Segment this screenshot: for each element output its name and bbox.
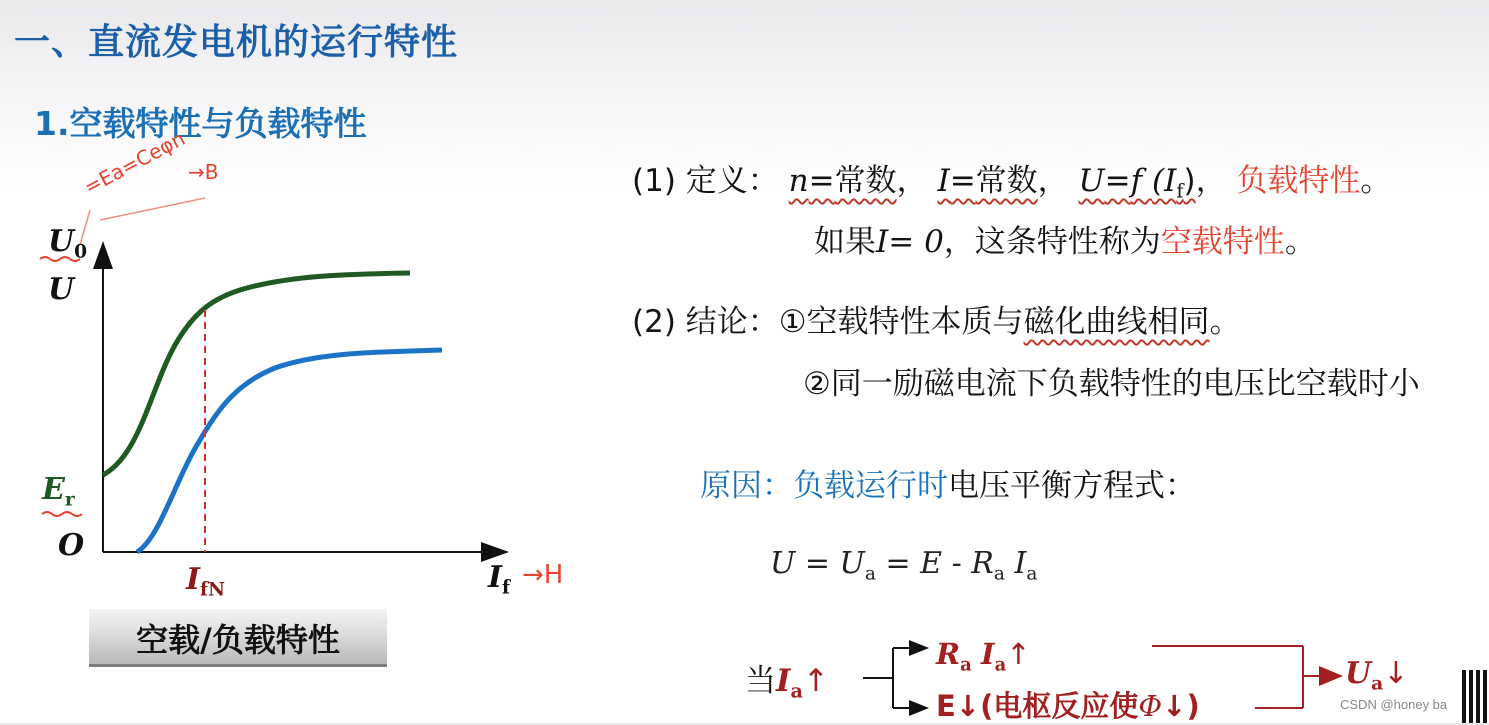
conclusion-line-2: ②同一励磁电流下负载特性的电压比空载时小 (803, 366, 1420, 402)
diagram-caption: 空载/负载特性 (136, 621, 340, 659)
ea-annotation: =Ea=Ceφn (80, 126, 189, 200)
load-curve (137, 350, 442, 552)
chain-result: $U_a↓$ (1345, 656, 1409, 695)
definition-line-2: 如果I= 0，这条特性称为空载特性。 (814, 224, 1316, 260)
characteristic-diagram (0, 150, 600, 610)
chain-start: 当$I_a↑$ (745, 663, 829, 703)
watermark: CSDN @honey ba (1340, 697, 1448, 712)
chain-branch-2: E↓(电枢反应使Φ↓) (936, 689, 1200, 723)
u-label: U (48, 272, 75, 307)
h-annotation: →H (522, 560, 564, 590)
er-label: $E_r$ (42, 472, 75, 511)
qr-code-icon (1462, 670, 1489, 723)
er-underline (42, 512, 82, 516)
voltage-equation: $U = U_a = E - R_a$ $I_a$ (770, 546, 1038, 585)
page-title: 一、直流发电机的运行特性 (14, 22, 459, 63)
definition-line: (1) 定义： n=常数， I=常数， U=f $(I_f)$， 负载特性。 (632, 163, 1392, 203)
b-annotation: →B (188, 160, 219, 184)
ifn-label: $I_{fN}$ (186, 562, 226, 601)
no-load-curve (103, 273, 410, 475)
ea-sketch (80, 198, 205, 245)
section-title: 1.空载特性与负载特性 (34, 104, 367, 143)
reason-line: 原因：负载运行时电压平衡方程式： (700, 468, 1196, 504)
conclusion-line-1: (2) 结论：①空载特性本质与磁化曲线相同。 (632, 304, 1241, 340)
chain-branch-1: $R_a$ $I_a↑$ (936, 637, 1031, 676)
origin-label: O (58, 528, 85, 563)
u0-label: $U_0$ (48, 224, 88, 263)
if-label: $I_f$ (488, 560, 511, 599)
